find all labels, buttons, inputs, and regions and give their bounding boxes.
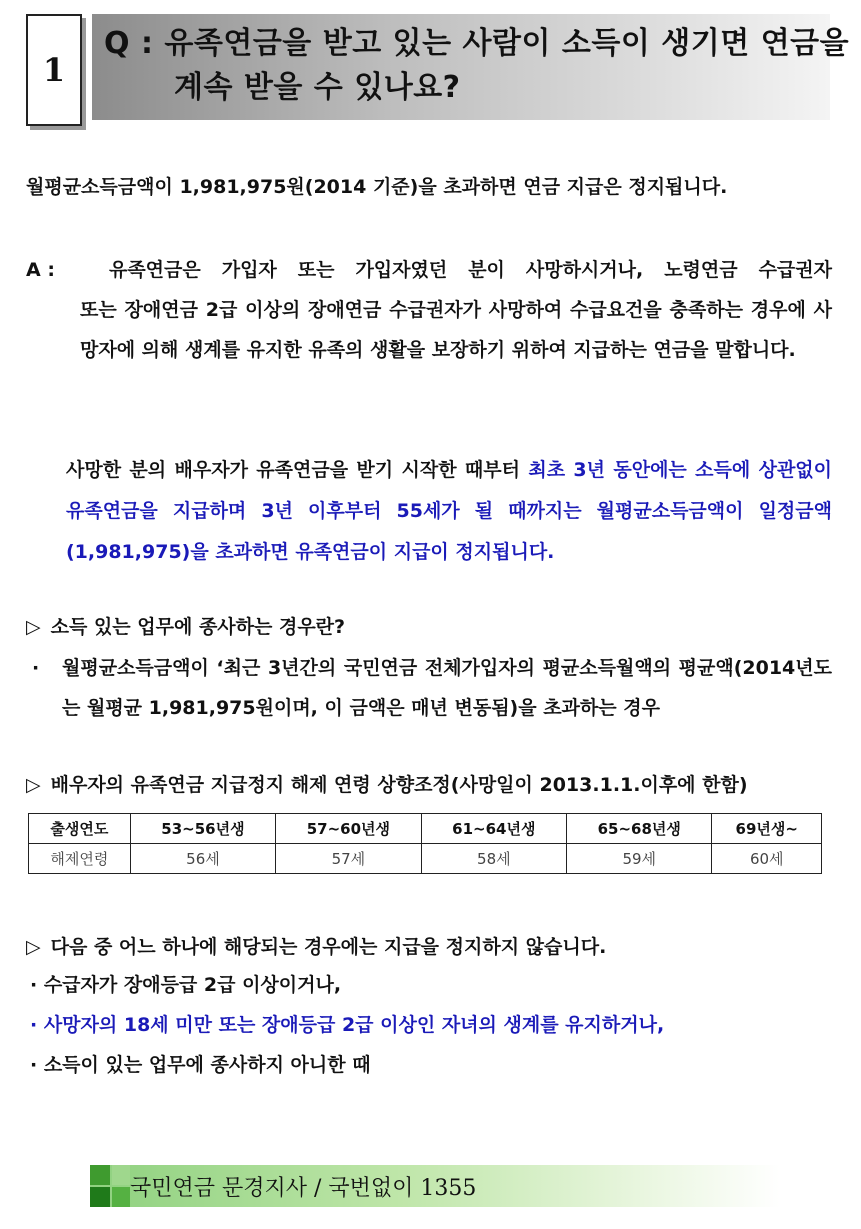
answer-block: [26, 250, 832, 370]
exception-item: · 사망자의 18세 미만 또는 장애등급 2급 이상인 자녀의 생계를 유지하거나,: [30, 1014, 665, 1036]
table-cell: 69년생~: [712, 814, 822, 844]
section-title: 배우자의 유족연금 지급정지 해제 연령 상향조정(사망일이 2013.1.1.이후에 한함): [50, 774, 748, 796]
green-square-icon: [90, 1165, 110, 1185]
answer-word: 가입자: [221, 259, 277, 281]
green-square-icon: [112, 1187, 130, 1207]
question-line-1: Q : 유족연금을 받고 있는 사람이 소득이 생기면 연금을: [104, 26, 850, 61]
table-cell: 해제연령: [29, 844, 131, 874]
table-cell: 60세: [712, 844, 822, 874]
table-row: [29, 844, 822, 874]
section-title: 소득 있는 업무에 종사하는 경우란?: [50, 616, 346, 638]
section-income-work: [26, 612, 345, 639]
highlight-blue-text: 최초 3년 동안에는 소득에 상관없이 유족연금을 지급하며 3년 이후부터 55세가 될 때까지는 월평균소득금액이 일정금액(1,981,975)을 초과하면 유족연금이 지급이 정지됩니다.: [66, 459, 833, 563]
green-square-icon: [90, 1187, 110, 1207]
table-cell: 61~64년생: [421, 814, 566, 844]
release-age-table: [28, 813, 822, 874]
triangle-marker-icon: ▷: [26, 774, 41, 796]
answer-word: 또는: [297, 259, 335, 281]
table-cell: 57세: [276, 844, 421, 874]
table-cell: 59세: [567, 844, 712, 874]
summary-statement: 월평균소득금액이 1,981,975원(2014 기준)을 초과하면 연금 지급은 정지됩니다.: [26, 176, 728, 198]
highlight-black-text: 사망한 분의 배우자가 유족연금을 받기 시작한 때부터: [66, 459, 529, 481]
answer-word: 유족연금은: [108, 259, 201, 281]
exception-item: · 소득이 있는 업무에 종사하지 아니한 때: [30, 1054, 371, 1076]
answer-word: 수급권자: [758, 259, 832, 281]
triangle-marker-icon: ▷: [26, 936, 41, 958]
table-cell: 출생연도: [29, 814, 131, 844]
table-cell: 53~56년생: [130, 814, 275, 844]
bullet-dot-icon: ·: [32, 657, 40, 679]
answer-word: 사망하시거나,: [525, 259, 644, 281]
question-number: 1: [42, 51, 66, 89]
table-cell: 58세: [421, 844, 566, 874]
answer-first-line: [26, 250, 832, 290]
question-number-box: [26, 14, 82, 126]
answer-label: A :: [26, 259, 55, 281]
question-banner: [92, 14, 850, 120]
table-cell: 56세: [130, 844, 275, 874]
table-header-row: [29, 814, 822, 844]
table-cell: 65~68년생: [567, 814, 712, 844]
income-work-definition: [26, 648, 832, 728]
highlight-paragraph: [66, 450, 832, 573]
section-title: 다음 중 어느 하나에 해당되는 경우에는 지급을 정지하지 않습니다.: [50, 936, 607, 958]
question-line-2: 계속 받을 수 있나요?: [174, 70, 461, 105]
answer-word: 분이: [468, 259, 505, 281]
answer-continuation: 또는 장애연금 2급 이상의 장애연금 수급권자가 사망하여 수급요건을 충족하는 경우에 사망자에 의해 생계를 유지한 유족의 생활을 보장하기 위하여 지급하는 연금을 말합니다.: [80, 299, 832, 361]
exception-item: · 수급자가 장애등급 2급 이상이거나,: [30, 974, 342, 996]
footer-banner: [90, 1165, 780, 1207]
section-exceptions: [26, 932, 606, 959]
footer-text: 국민연금 문경지사 / 국번없이 1355: [130, 1176, 477, 1201]
section-age-adjustment: [26, 770, 748, 797]
answer-word: 노령연금: [664, 259, 738, 281]
triangle-marker-icon: ▷: [26, 616, 41, 638]
green-square-icon: [112, 1165, 130, 1185]
income-work-text: 월평균소득금액이 ‘최근 3년간의 국민연금 전체가입자의 평균소득월액의 평균액(2014년도는 월평균 1,981,975원이며, 이 금액은 매년 변동됨)을 초과하는 경우: [62, 657, 832, 719]
table-cell: 57~60년생: [276, 814, 421, 844]
answer-word: 가입자였던: [355, 259, 448, 281]
